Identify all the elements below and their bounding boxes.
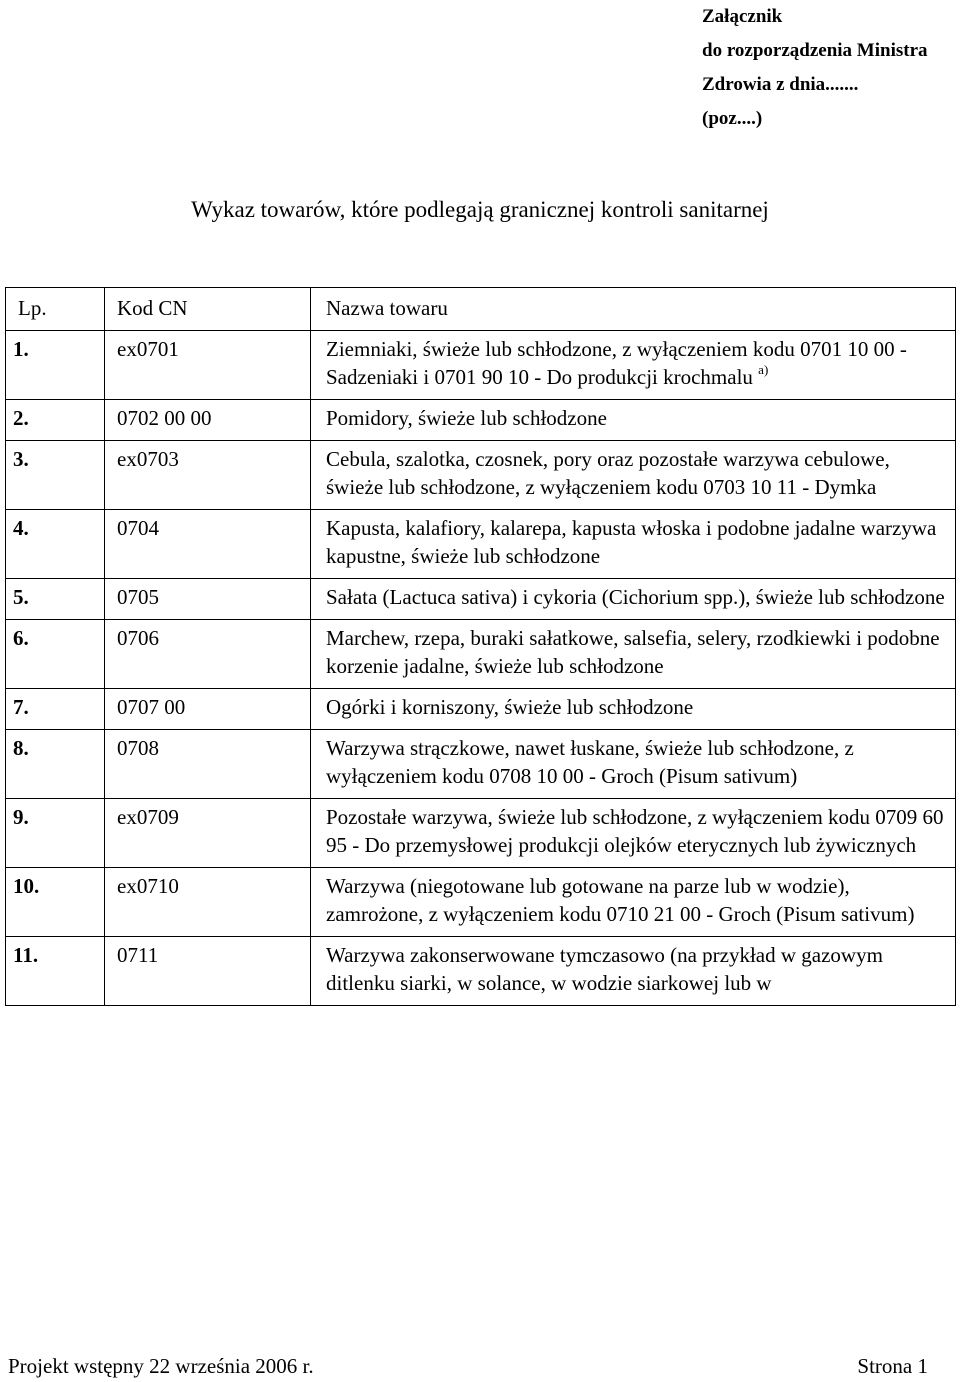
row-name: Ziemniaki, świeże lub schłodzone, z wyłączeniem kodu 0701 10 00 - Sadzeniaki i 0701 90 10 - Do produkcji krochmalu xyxy=(326,337,907,389)
row-name: Warzywa zakonserwowane tymczasowo (na przykład w gazowym ditlenku siarki, w solance, w wodzie siarkowej lub w xyxy=(311,937,956,1006)
row-name: Marchew, rzepa, buraki sałatkowe, salsefia, selery, rzodkiewki i podobne korzenie jadalne, świeże lub schłodzone xyxy=(311,620,956,689)
row-number: 3. xyxy=(6,441,105,510)
row-name: Sałata (Lactuca sativa) i cykoria (Cichorium spp.), świeże lub schłodzone xyxy=(311,579,956,620)
table-row xyxy=(6,400,956,441)
table-row xyxy=(6,331,956,400)
annex-header-line: (poz....) xyxy=(702,108,763,129)
row-number: 9. xyxy=(6,799,105,868)
row-name: Warzywa strączkowe, nawet łuskane, świeże lub schłodzone, z wyłączeniem kodu 0708 10 00 - Groch (Pisum sativum) xyxy=(311,730,956,799)
row-name: Pomidory, świeże lub schłodzone xyxy=(311,400,956,441)
row-number: 5. xyxy=(6,579,105,620)
row-number: 10. xyxy=(6,868,105,937)
row-code: 0707 00 xyxy=(105,689,311,730)
row-name: Cebula, szalotka, czosnek, pory oraz pozostałe warzywa cebulowe, świeże lub schłodzone, z wyłączeniem kodu 0703 10 11 - Dymka xyxy=(311,441,956,510)
row-code: 0702 00 00 xyxy=(105,400,311,441)
row-number: 4. xyxy=(6,510,105,579)
column-header-lp: Lp. xyxy=(6,288,105,331)
annex-header-line: Załącznik xyxy=(702,6,783,27)
footer-project-date: Projekt wstępny 22 września 2006 r. xyxy=(8,1354,314,1378)
table-row xyxy=(6,937,956,1006)
row-code: ex0709 xyxy=(105,799,311,868)
row-code: ex0710 xyxy=(105,868,311,937)
column-header-code: Kod CN xyxy=(105,288,311,331)
annex-header xyxy=(702,0,928,136)
row-number: 6. xyxy=(6,620,105,689)
document-title: Wykaz towarów, które podlegają granicznej kontroli sanitarnej xyxy=(191,197,769,222)
row-name: Kapusta, kalafiory, kalarepa, kapusta włoska i podobne jadalne warzywa kapustne, świeże lub schłodzone xyxy=(311,510,956,579)
annex-header-line: Zdrowia z dnia....... xyxy=(702,74,859,95)
row-code: 0705 xyxy=(105,579,311,620)
row-code: 0711 xyxy=(105,937,311,1006)
row-number: 11. xyxy=(6,937,105,1006)
row-name-cell xyxy=(311,331,956,400)
row-name: Warzywa (niegotowane lub gotowane na parze lub w wodzie), zamrożone, z wyłączeniem kodu 0710 21 00 - Groch (Pisum sativum) xyxy=(311,868,956,937)
row-name: Ogórki i korniszony, świeże lub schłodzone xyxy=(311,689,956,730)
row-number: 8. xyxy=(6,730,105,799)
table-header-row xyxy=(6,288,956,331)
row-code: ex0703 xyxy=(105,441,311,510)
goods-table xyxy=(5,287,956,1006)
row-code: 0706 xyxy=(105,620,311,689)
table-row xyxy=(6,441,956,510)
row-number: 2. xyxy=(6,400,105,441)
row-number: 1. xyxy=(6,331,105,400)
row-name: Pozostałe warzywa, świeże lub schłodzone, z wyłączeniem kodu 0709 60 95 - Do przemysłowej produkcji olejków eterycznych lub żywicznych xyxy=(311,799,956,868)
table-row xyxy=(6,868,956,937)
table-row xyxy=(6,620,956,689)
row-code: ex0701 xyxy=(105,331,311,400)
row-code: 0704 xyxy=(105,510,311,579)
table-row xyxy=(6,799,956,868)
column-header-name: Nazwa towaru xyxy=(311,288,956,331)
table-row xyxy=(6,579,956,620)
row-number: 7. xyxy=(6,689,105,730)
table-row xyxy=(6,689,956,730)
footnote-marker: a) xyxy=(758,362,769,377)
row-code: 0708 xyxy=(105,730,311,799)
annex-header-line: do rozporządzenia Ministra xyxy=(702,40,928,61)
table-row xyxy=(6,730,956,799)
table-row xyxy=(6,510,956,579)
footer-page-number: Strona 1 xyxy=(857,1354,928,1378)
